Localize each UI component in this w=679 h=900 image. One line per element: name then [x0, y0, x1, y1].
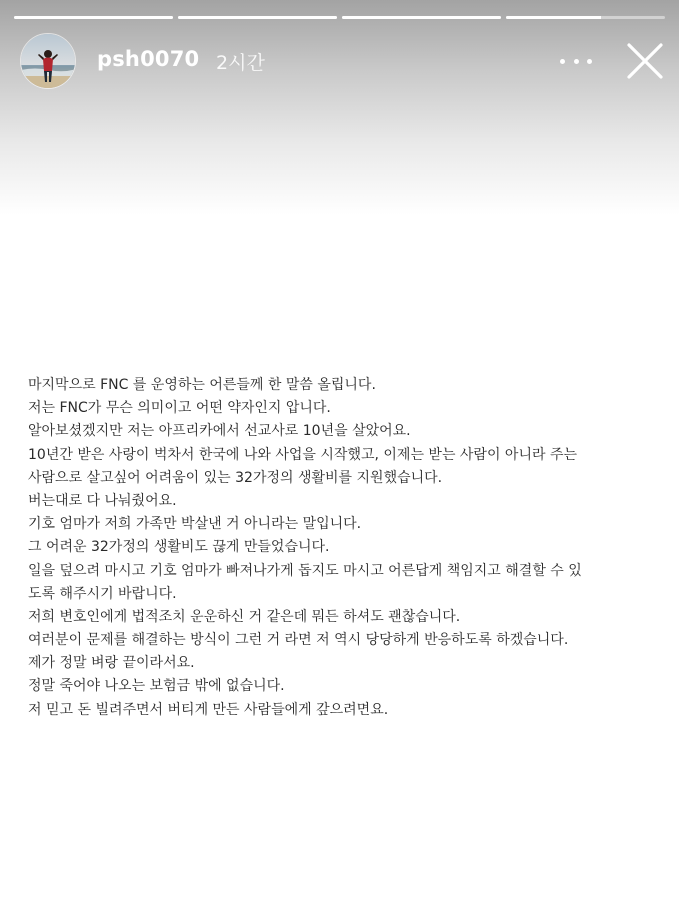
story-timestamp: 2시간	[216, 52, 265, 74]
avatar-photo-icon	[21, 34, 76, 89]
post-line: 알아보셨겠지만 저는 아프리카에서 선교사로 10년을 살았어요.	[28, 423, 411, 440]
progress-segment	[506, 16, 665, 19]
post-line: 기호 엄마가 저희 가족만 박살낸 거 아니라는 말입니다.	[28, 516, 362, 533]
story-progress-bar	[14, 16, 665, 19]
close-icon[interactable]	[626, 42, 664, 80]
post-line: 저는 FNC가 무슨 의미이고 어떤 약자인지 압니다.	[28, 400, 331, 417]
post-line: 마지막으로 FNC 를 운영하는 어른들께 한 말씀 올립니다.	[28, 377, 376, 393]
story-username[interactable]: psh0070	[97, 47, 200, 71]
story-text-post	[28, 374, 660, 722]
story-header	[20, 33, 665, 89]
post-line: 일을 덮으려 마시고 기호 엄마가 빠져나가게 돕지도 마시고 어른답게 책임지고 해결할 수 있	[28, 562, 582, 579]
progress-segment	[14, 16, 173, 19]
more-horizontal-icon[interactable]	[560, 49, 592, 73]
post-line: 저 믿고 돈 빌려주면서 버티게 만든 사람들에게 갚으려면요.	[28, 701, 389, 718]
post-line: 버는대로 다 나눠줬어요.	[28, 492, 177, 509]
post-line: 제가 정말 벼랑 끝이라서요.	[28, 655, 195, 672]
post-line: 사람으로 살고싶어 어려움이 있는 32가정의 생활비를 지원했습니다.	[28, 469, 443, 486]
post-line: 그 어려운 32가정의 생활비도 끊게 만들었습니다.	[28, 539, 330, 556]
post-line: 도록 해주시기 바랍니다.	[28, 585, 177, 602]
post-line: 정말 죽어야 나오는 보험금 밖에 없습니다.	[28, 678, 285, 695]
avatar[interactable]	[20, 33, 76, 89]
progress-segment	[342, 16, 501, 19]
post-line: 10년간 받은 사랑이 벅차서 한국에 나와 사업을 시작했고, 이제는 받는 사람이 아니라 주는	[28, 446, 578, 463]
post-line: 저희 변호인에게 법적조치 운운하신 거 같은데 뭐든 하셔도 괜찮습니다.	[28, 608, 461, 625]
progress-segment	[178, 16, 337, 19]
post-line: 여러분이 문제를 해결하는 방식이 그런 거 라면 저 역시 당당하게 반응하도록 하겠습니다.	[28, 632, 569, 649]
